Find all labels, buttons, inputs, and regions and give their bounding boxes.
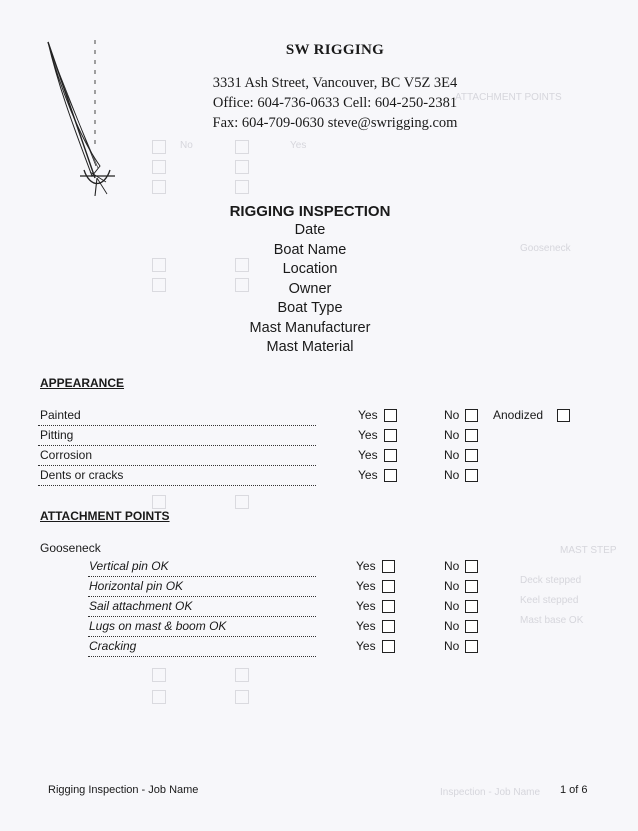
yes-checkbox[interactable]: [382, 640, 395, 653]
inspection-title-block: [160, 203, 460, 358]
field-owner: Owner: [288, 280, 332, 297]
no-option: No: [444, 408, 478, 422]
field-date: Date: [294, 222, 326, 238]
yes-option: Yes: [356, 579, 395, 593]
anodized-checkbox[interactable]: [557, 409, 570, 422]
no-checkbox[interactable]: [465, 449, 478, 462]
sailboat-logo-icon: [40, 38, 130, 208]
ghost-text: Inspection - Job Name: [440, 787, 541, 798]
row-label: Painted: [40, 408, 81, 422]
form-title: RIGGING INSPECTION: [229, 203, 391, 220]
no-checkbox[interactable]: [465, 620, 478, 633]
company-contact: Fax: 604-709-0630 steve@swrigging.com: [212, 115, 458, 131]
appearance-heading: APPEARANCE: [40, 376, 125, 390]
row-label: Lugs on mast & boom OK: [89, 619, 227, 633]
no-checkbox[interactable]: [465, 409, 478, 422]
field-boat-name: Boat Name: [273, 241, 347, 258]
ghost-text: No: [180, 140, 193, 151]
ghost-text: Yes: [290, 140, 307, 151]
anodized-option: Anodized: [493, 408, 570, 422]
yes-checkbox[interactable]: [384, 449, 397, 462]
row-label: Dents or cracks: [40, 468, 124, 482]
yes-option: Yes: [356, 639, 395, 653]
no-option: No: [444, 639, 478, 653]
field-location: Location: [282, 261, 338, 277]
no-checkbox[interactable]: [465, 600, 478, 613]
no-option: No: [444, 579, 478, 593]
no-checkbox[interactable]: [465, 469, 478, 482]
yes-option: Yes: [358, 448, 397, 462]
company-name: SW RIGGING: [285, 42, 385, 58]
no-option: No: [444, 599, 478, 613]
yes-option: Yes: [356, 559, 395, 573]
yes-checkbox[interactable]: [382, 560, 395, 573]
yes-option: Yes: [358, 408, 397, 422]
company-address: 3331 Ash Street, Vancouver, BC V5Z 3E4: [212, 75, 458, 91]
row-label: Sail attachment OK: [89, 599, 193, 613]
company-phone: Office: 604-736-0633 Cell: 604-250-2381: [212, 95, 458, 111]
no-checkbox[interactable]: [465, 429, 478, 442]
no-option: No: [444, 428, 478, 442]
yes-checkbox[interactable]: [384, 429, 397, 442]
ghost-text: Keel stepped: [520, 595, 579, 606]
no-option: No: [444, 448, 478, 462]
no-option: No: [444, 559, 478, 573]
yes-checkbox[interactable]: [382, 600, 395, 613]
company-header: [195, 42, 475, 133]
gooseneck-subheading: Gooseneck: [40, 541, 101, 555]
yes-checkbox[interactable]: [384, 409, 397, 422]
no-checkbox[interactable]: [465, 640, 478, 653]
row-label: Vertical pin OK: [89, 559, 169, 573]
field-boat-type: Boat Type: [277, 300, 343, 316]
yes-checkbox[interactable]: [384, 469, 397, 482]
ghost-text: Gooseneck: [520, 243, 571, 254]
yes-option: Yes: [356, 599, 395, 613]
yes-checkbox[interactable]: [382, 580, 395, 593]
row-label: Cracking: [89, 639, 137, 653]
field-mast-manufacturer: Mast Manufacturer: [249, 319, 371, 336]
footer-page-number: 1 of 6: [560, 784, 588, 796]
ghost-text: Deck stepped: [520, 575, 582, 586]
yes-option: Yes: [356, 619, 395, 633]
ghost-text: Mast base OK: [520, 615, 584, 626]
no-option: No: [444, 468, 478, 482]
yes-option: Yes: [358, 428, 397, 442]
no-option: No: [444, 619, 478, 633]
no-checkbox[interactable]: [465, 560, 478, 573]
yes-option: Yes: [358, 468, 397, 482]
row-label: Horizontal pin OK: [89, 579, 184, 593]
ghost-text: ATTACHMENT POINTS: [455, 92, 562, 103]
no-checkbox[interactable]: [465, 580, 478, 593]
ghost-text: MAST STEP: [560, 545, 617, 556]
field-mast-material: Mast Material: [266, 339, 354, 355]
yes-checkbox[interactable]: [382, 620, 395, 633]
row-label: Corrosion: [40, 448, 93, 462]
row-label: Pitting: [40, 428, 74, 442]
footer-job-name: Rigging Inspection - Job Name: [48, 784, 199, 796]
attachment-heading: ATTACHMENT POINTS: [40, 509, 170, 523]
